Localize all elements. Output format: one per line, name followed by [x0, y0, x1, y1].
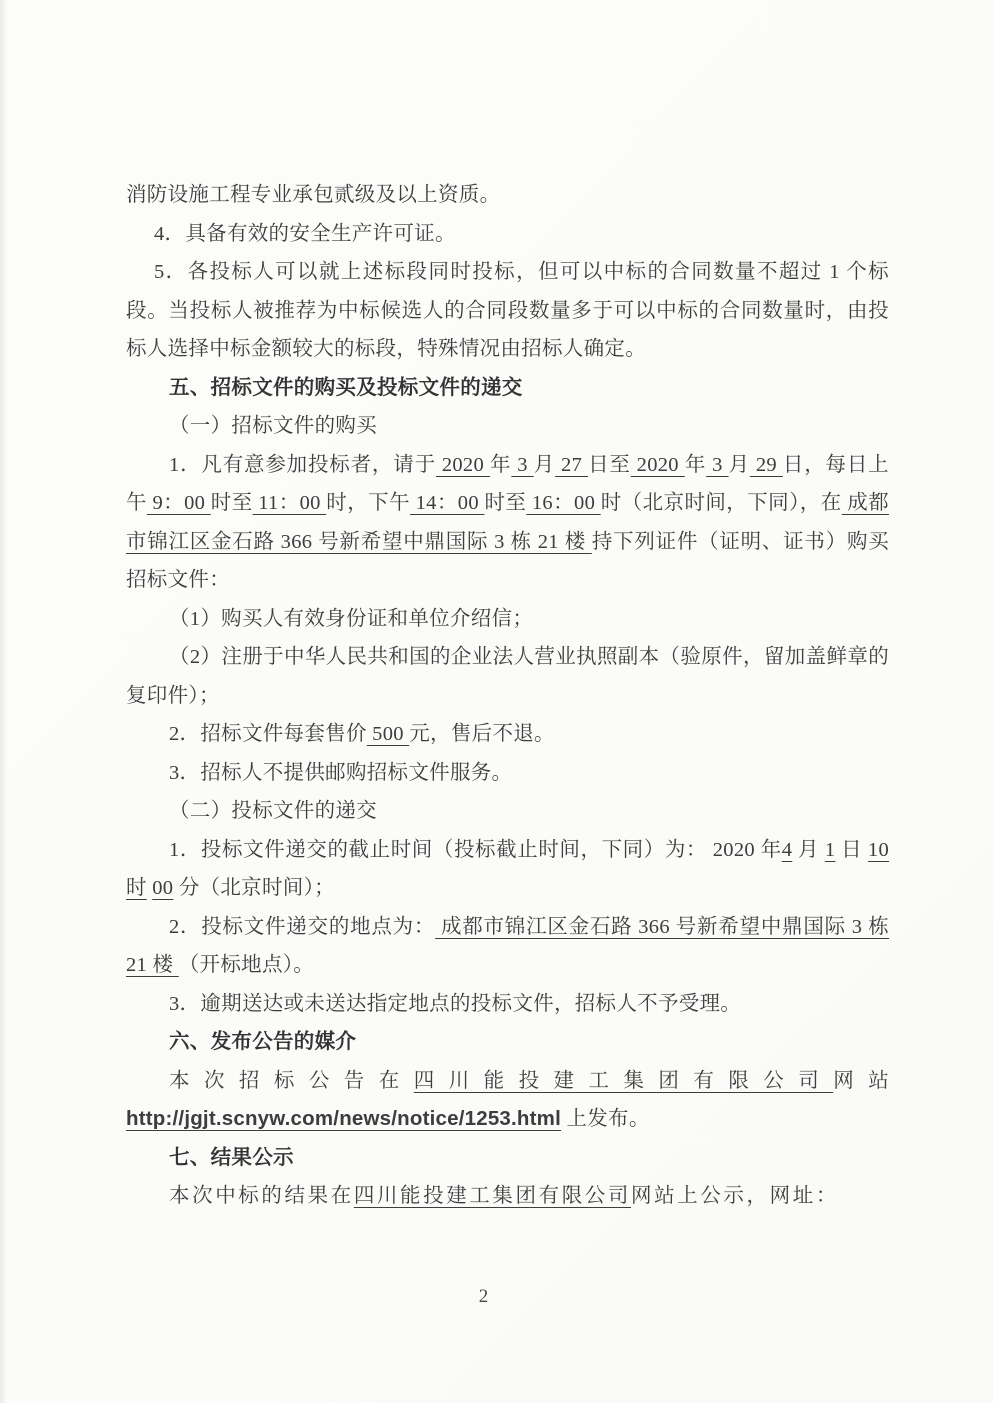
- paragraph: [126, 831, 889, 908]
- underlined-text: 14：00: [410, 492, 485, 514]
- paragraph: [126, 715, 889, 754]
- text-segment: （一）招标文件的购买: [169, 415, 377, 437]
- text-segment: 时至: [210, 492, 253, 514]
- section-heading: [126, 1023, 889, 1062]
- underlined-text: 成都市锦江区金石路 366 号新希望中鼎国际 3 栋 21 楼: [126, 492, 889, 553]
- paragraph: [126, 176, 889, 215]
- url-text: http://jgjt.scnyw.com/news/notice/1253.html: [126, 1107, 562, 1130]
- text-segment: 七、结果公示: [169, 1146, 294, 1169]
- text-segment: 消防设施工程专业承包贰级及以上资质。: [126, 184, 501, 206]
- paragraph: [126, 600, 889, 639]
- text-segment: 时至: [484, 492, 527, 514]
- underlined-text: 29: [749, 453, 783, 476]
- underlined-text: 16：00: [526, 492, 601, 514]
- text-segment: 上发布。: [561, 1108, 650, 1130]
- text-segment: 2．投标文件递交的地点为：: [169, 915, 436, 938]
- text-segment: 3．招标人不提供邮购招标文件服务。: [169, 761, 513, 784]
- underlined-text: 00: [152, 877, 174, 899]
- text-segment: 月: [728, 453, 750, 476]
- scan-edge-shadow: [0, 0, 7, 1403]
- section-heading: [126, 1139, 889, 1178]
- text-segment: 日: [835, 838, 868, 861]
- text-segment: 4．具备有效的安全生产许可证。: [154, 222, 456, 245]
- text-segment: 日，每日上午: [126, 453, 889, 514]
- paragraph: [126, 407, 889, 446]
- underlined-text: 成都市锦江区金石路 366 号新希望中鼎国际 3 栋 21 楼: [126, 915, 889, 976]
- underlined-text: 500: [366, 723, 410, 745]
- text-segment: 本次招标公告在: [169, 1069, 414, 1092]
- underlined-text: 2020: [630, 453, 685, 476]
- text-segment: 年: [489, 453, 512, 476]
- text-segment: 分（北京时间）；: [173, 877, 335, 899]
- text-segment: 时，下午: [326, 492, 411, 514]
- underlined-text: 9：00: [146, 492, 211, 514]
- underlined-text: 1: [824, 838, 836, 861]
- section-heading: [126, 369, 889, 408]
- underlined-text: 四川能投建工集团有限公司: [413, 1069, 834, 1092]
- paragraph: [126, 754, 889, 793]
- text-segment: 5．各投标人可以就上述标段同时投标，但可以中标的合同数量不超过 1 个标段。当投标人被推荐为中标候选人的合同段数量多于可以中标的合同数量时，由投标人选择中标金额较大的标段，特殊情况由招标人确定。: [126, 261, 889, 360]
- text-segment: 日至: [588, 453, 631, 476]
- text-segment: （开标地点）。: [178, 954, 315, 976]
- page-number: 2: [478, 1286, 489, 1307]
- text-segment: 本次中标的结果在: [169, 1185, 354, 1207]
- text-segment: 1．凡有意参加投标者，请于: [169, 453, 436, 476]
- text-segment: （二）投标文件的递交: [169, 800, 377, 822]
- paragraph: [126, 215, 889, 254]
- text-segment: 年: [684, 453, 707, 476]
- text-segment: 持下列证件（证明、证书）购买招标文件：: [126, 530, 890, 591]
- underlined-text: 11：00: [252, 492, 327, 514]
- underlined-text: 2020: [435, 453, 490, 476]
- text-segment: 网站: [833, 1069, 889, 1092]
- text-segment: 月: [533, 453, 556, 476]
- underlined-text: 4: [781, 838, 793, 861]
- text-segment: 五、招标文件的购买及投标文件的递交: [169, 376, 523, 399]
- paragraph: [126, 1062, 889, 1139]
- text-segment: 3．逾期送达或未送达指定地点的投标文件，招标人不予受理。: [169, 992, 742, 1015]
- text-segment: 元，售后不退。: [409, 723, 555, 745]
- paragraph: [126, 985, 889, 1024]
- text-segment: （2）注册于中华人民共和国的企业法人营业执照副本（验原件，留加盖鲜章的复印件）；: [126, 646, 889, 707]
- paragraph: [126, 1177, 889, 1216]
- text-segment: 时（北京时间，下同），在: [600, 492, 842, 514]
- underlined-text: 10 时: [126, 838, 889, 899]
- text-segment: 1．投标文件递交的截止时间（投标截止时间，下同）为： 2020 年: [169, 838, 782, 861]
- underlined-text: 27: [555, 453, 589, 476]
- text-segment: 网站上公示，网址：: [631, 1185, 839, 1207]
- paragraph: [126, 446, 889, 600]
- underlined-text: 四川能投建工集团有限公司: [353, 1185, 632, 1207]
- underlined-text: 3: [511, 453, 534, 476]
- underlined-text: 3: [706, 453, 729, 476]
- paragraph: [126, 253, 889, 369]
- text-segment: 2．招标文件每套售价: [169, 723, 367, 745]
- paragraph: [126, 792, 889, 831]
- paragraph: [126, 638, 889, 715]
- document-body: [126, 176, 889, 1216]
- text-segment: 六、发布公告的媒介: [169, 1031, 357, 1053]
- text-segment: （1）购买人有效身份证和单位介绍信；: [169, 607, 534, 630]
- text-segment: 月: [792, 838, 825, 861]
- paragraph: [126, 908, 889, 985]
